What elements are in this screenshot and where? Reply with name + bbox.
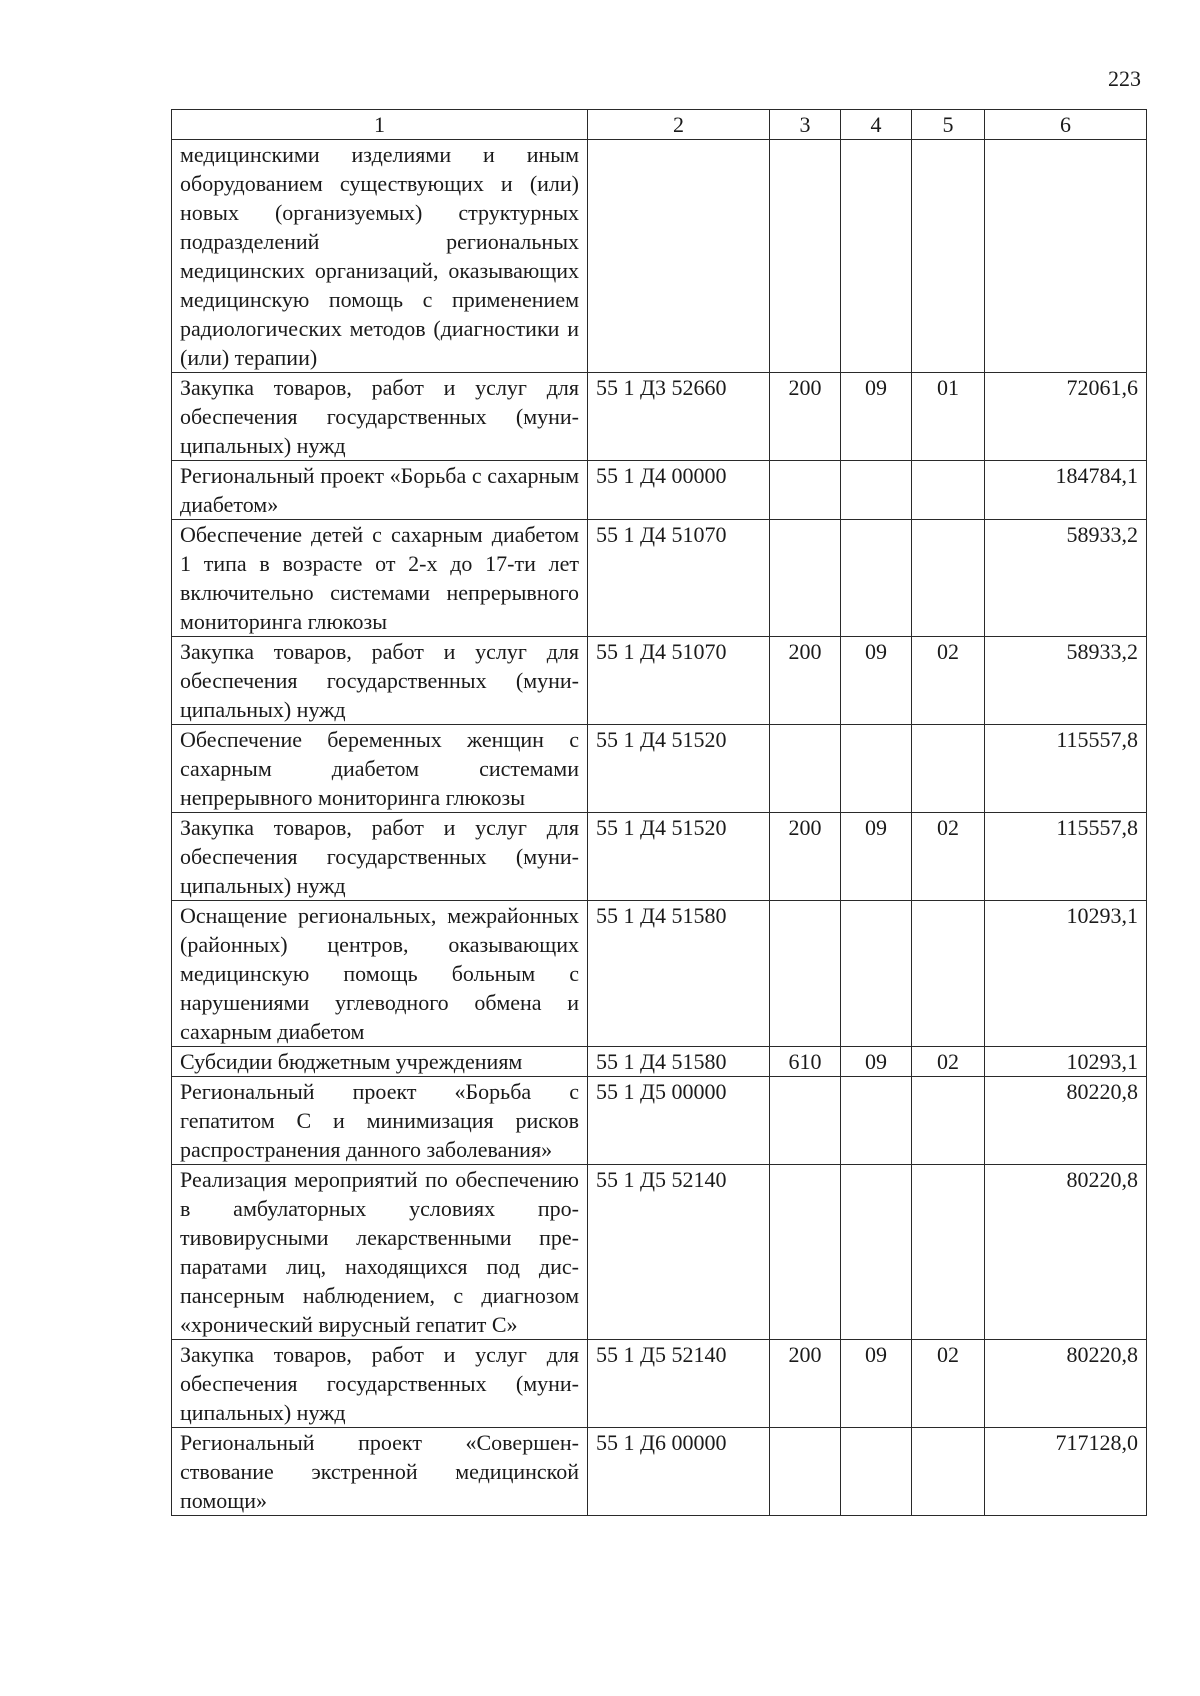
column-header: 4	[841, 110, 912, 140]
row-amount-cell: 80220,8	[985, 1340, 1147, 1428]
row-col4-cell	[841, 520, 912, 637]
row-amount-cell	[985, 140, 1147, 373]
row-code-cell: 55 1 Д4 00000	[588, 461, 770, 520]
table-row	[172, 461, 1147, 520]
row-name-cell: Региональный проект «Борьба с гепатитом С и минимизация рисков распространения данного заболевания»	[172, 1077, 588, 1165]
row-col4-cell: 09	[841, 1340, 912, 1428]
row-col5-cell	[912, 520, 985, 637]
row-amount-cell: 184784,1	[985, 461, 1147, 520]
table-row	[172, 1047, 1147, 1077]
row-code-cell: 55 1 Д4 51580	[588, 901, 770, 1047]
row-col4-cell	[841, 1428, 912, 1516]
row-col3-cell	[770, 1428, 841, 1516]
row-col3-cell	[770, 140, 841, 373]
row-col4-cell	[841, 1165, 912, 1340]
column-header: 1	[172, 110, 588, 140]
row-col5-cell: 02	[912, 637, 985, 725]
row-name-cell: Региональный проект «Совершенствование экстренной медицинской помощи»	[172, 1428, 588, 1516]
row-col5-cell: 02	[912, 1340, 985, 1428]
row-col5-cell	[912, 1077, 985, 1165]
row-code-cell: 55 1 Д4 51520	[588, 725, 770, 813]
table-row	[172, 373, 1147, 461]
row-col3-cell	[770, 1165, 841, 1340]
row-code-cell: 55 1 Д5 52140	[588, 1165, 770, 1340]
row-col4-cell	[841, 461, 912, 520]
table-row	[172, 520, 1147, 637]
table-row	[172, 1077, 1147, 1165]
row-name-cell: Закупка товаров, работ и услуг для обеспечения государственных (муниципальных) нужд	[172, 813, 588, 901]
row-col3-cell: 200	[770, 373, 841, 461]
row-col5-cell	[912, 725, 985, 813]
row-amount-cell: 115557,8	[985, 725, 1147, 813]
row-name-cell: Обеспечение беременных женщин с сахарным диабетом системами непрерывного мониторинга глюкозы	[172, 725, 588, 813]
row-col5-cell	[912, 1428, 985, 1516]
table-row	[172, 1428, 1147, 1516]
row-amount-cell: 58933,2	[985, 637, 1147, 725]
row-col3-cell	[770, 725, 841, 813]
row-col3-cell: 200	[770, 1340, 841, 1428]
table-row	[172, 140, 1147, 373]
row-name-cell: медицинскими изделиями и иным оборудованием существующих и (или) новых (организуемых) структурных подразделений региональных медицинских организаций, оказывающих медицинскую помощь с применением радиологических методов (диагностики и (или) терапии)	[172, 140, 588, 373]
row-name-cell: Закупка товаров, работ и услуг для обеспечения государственных (муниципальных) нужд	[172, 1340, 588, 1428]
row-amount-cell: 80220,8	[985, 1077, 1147, 1165]
row-amount-cell: 717128,0	[985, 1428, 1147, 1516]
column-header: 6	[985, 110, 1147, 140]
row-code-cell: 55 1 Д4 51580	[588, 1047, 770, 1077]
row-code-cell: 55 1 Д6 00000	[588, 1428, 770, 1516]
row-name-cell: Закупка товаров, работ и услуг для обеспечения государственных (муниципальных) нужд	[172, 373, 588, 461]
row-col3-cell: 610	[770, 1047, 841, 1077]
row-col4-cell	[841, 901, 912, 1047]
row-col4-cell: 09	[841, 373, 912, 461]
page-number: 223	[1108, 66, 1141, 91]
row-col4-cell	[841, 1077, 912, 1165]
row-amount-cell: 10293,1	[985, 1047, 1147, 1077]
row-col4-cell: 09	[841, 637, 912, 725]
row-code-cell: 55 1 Д5 52140	[588, 1340, 770, 1428]
row-col3-cell	[770, 520, 841, 637]
row-code-cell: 55 1 Д4 51520	[588, 813, 770, 901]
table-row	[172, 813, 1147, 901]
row-col3-cell	[770, 901, 841, 1047]
row-col4-cell	[841, 140, 912, 373]
row-amount-cell: 58933,2	[985, 520, 1147, 637]
row-code-cell	[588, 140, 770, 373]
column-header: 5	[912, 110, 985, 140]
row-code-cell: 55 1 Д4 51070	[588, 520, 770, 637]
row-name-cell: Субсидии бюджетным учреждениям	[172, 1047, 588, 1077]
row-code-cell: 55 1 Д4 51070	[588, 637, 770, 725]
row-col5-cell: 02	[912, 813, 985, 901]
column-header: 3	[770, 110, 841, 140]
row-col5-cell: 01	[912, 373, 985, 461]
row-amount-cell: 80220,8	[985, 1165, 1147, 1340]
row-amount-cell: 10293,1	[985, 901, 1147, 1047]
row-amount-cell: 115557,8	[985, 813, 1147, 901]
row-col5-cell: 02	[912, 1047, 985, 1077]
column-header: 2	[588, 110, 770, 140]
row-name-cell: Реализация мероприятий по обеспечению в амбулаторных условиях противовирусными лекарственными препаратами лиц, находящихся под диспансерным наблюдением, с диагнозом «хронический вирусный гепатит С»	[172, 1165, 588, 1340]
row-col3-cell	[770, 1077, 841, 1165]
table-header-row	[172, 110, 1147, 140]
row-col5-cell	[912, 1165, 985, 1340]
row-name-cell: Оснащение региональных, межрайонных (районных) центров, оказывающих медицинскую помощь больным с нарушениями углеводного обмена и сахарным диабетом	[172, 901, 588, 1047]
row-col5-cell	[912, 901, 985, 1047]
row-amount-cell: 72061,6	[985, 373, 1147, 461]
row-name-cell: Обеспечение детей с сахарным диабетом 1 типа в возрасте от 2-х до 17-ти лет включительно системами непрерывного мониторинга глюкозы	[172, 520, 588, 637]
row-col4-cell: 09	[841, 1047, 912, 1077]
row-col3-cell: 200	[770, 813, 841, 901]
table-row	[172, 901, 1147, 1047]
row-col5-cell	[912, 461, 985, 520]
table-row	[172, 1165, 1147, 1340]
row-code-cell: 55 1 Д3 52660	[588, 373, 770, 461]
row-name-cell: Региональный проект «Борьба с сахарным диабетом»	[172, 461, 588, 520]
table-row	[172, 637, 1147, 725]
row-col3-cell	[770, 461, 841, 520]
table-row	[172, 1340, 1147, 1428]
row-col3-cell: 200	[770, 637, 841, 725]
table-row	[172, 725, 1147, 813]
row-col4-cell: 09	[841, 813, 912, 901]
row-col4-cell	[841, 725, 912, 813]
row-code-cell: 55 1 Д5 00000	[588, 1077, 770, 1165]
row-name-cell: Закупка товаров, работ и услуг для обеспечения государственных (муниципальных) нужд	[172, 637, 588, 725]
row-col5-cell	[912, 140, 985, 373]
budget-table	[171, 109, 1147, 1516]
